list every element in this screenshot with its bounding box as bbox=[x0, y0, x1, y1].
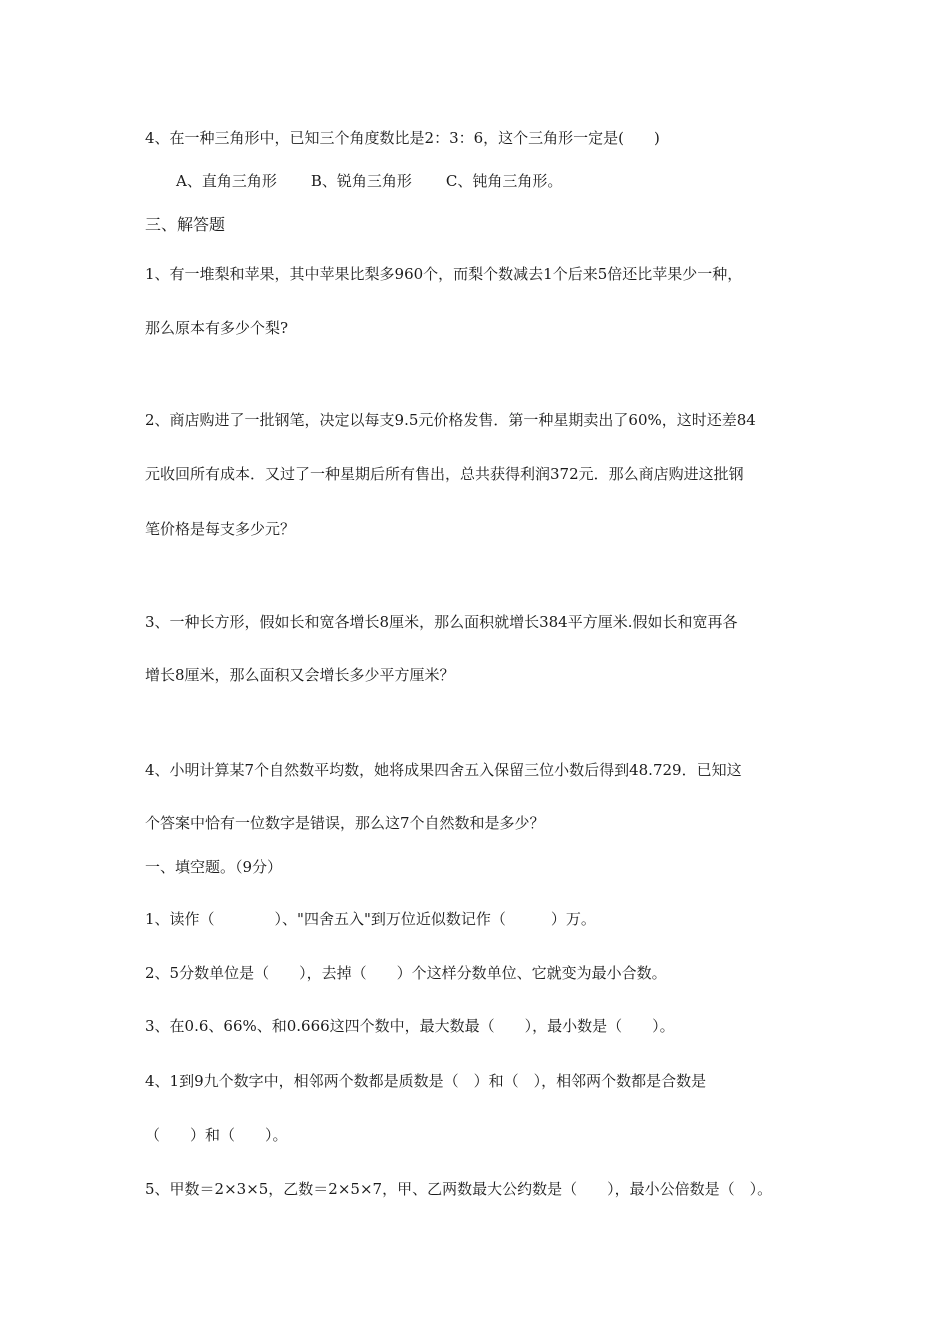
fill-question-3: 3、在0.6、66%、和0.666这四个数中，最大数最（ ），最小数是（ ）。 bbox=[145, 1017, 675, 1035]
option-c: C、钝角三角形。 bbox=[445, 172, 563, 190]
section-heading-answer: 三、解答题 bbox=[145, 215, 226, 234]
problem-2-line-1: 2、商店购进了一批钢笔，决定以每支9.5元价格发售．第一种星期卖出了60%，这时还差84 bbox=[145, 411, 756, 429]
problem-3-line-2: 增长8厘米，那么面积又会增长多少平方厘米？ bbox=[145, 666, 455, 684]
problem-1-line-1: 1、有一堆梨和苹果，其中苹果比梨多960个，而梨个数减去1个后来5倍还比苹果少一种， bbox=[145, 265, 743, 283]
fill-question-4-line-1: 4、1到9九个数字中，相邻两个数都是质数是（ ）和（ ），相邻两个数都是合数是 bbox=[145, 1072, 707, 1090]
choice-options bbox=[176, 171, 562, 191]
problem-1-line-2: 那么原本有多少个梨? bbox=[145, 319, 289, 337]
fill-question-2: 2、5分数单位是（ ），去掉（ ）个这样分数单位、它就变为最小合数。 bbox=[145, 964, 667, 982]
problem-2-line-3: 笔价格是每支多少元？ bbox=[145, 520, 296, 538]
fill-question-1: 1、读作（ ）、"四舍五入"到万位近似数记作（ ）万。 bbox=[145, 910, 596, 928]
problem-4-line-1: 4、小明计算某7个自然数平均数，她将成果四舍五入保留三位小数后得到48.729．已知这 bbox=[145, 761, 742, 779]
fill-question-4-line-2: （ ）和（ ）。 bbox=[145, 1126, 288, 1144]
problem-4-line-2: 个答案中恰有一位数字是错误，那么这7个自然数和是多少？ bbox=[145, 814, 545, 832]
option-a: A、直角三角形 bbox=[176, 172, 277, 190]
option-b: B、锐角三角形 bbox=[310, 172, 412, 190]
fill-question-5: 5、甲数＝2×3×5，乙数＝2×5×7，甲、乙两数最大公约数是（ ），最小公倍数是（ ）。 bbox=[145, 1180, 773, 1198]
choice-question-4: 4、在一种三角形中，已知三个角度数比是2：3：6，这个三角形一定是( ) bbox=[145, 129, 660, 147]
problem-2-line-2: 元收回所有成本．又过了一种星期后所有售出，总共获得利润372元．那么商店购进这批钢 bbox=[145, 465, 744, 483]
problem-3-line-1: 3、一种长方形，假如长和宽各增长8厘米，那么面积就增长384平方厘米.假如长和宽再各 bbox=[145, 613, 738, 631]
section-heading-fill-blank: 一、填空题。（9分） bbox=[145, 858, 283, 876]
